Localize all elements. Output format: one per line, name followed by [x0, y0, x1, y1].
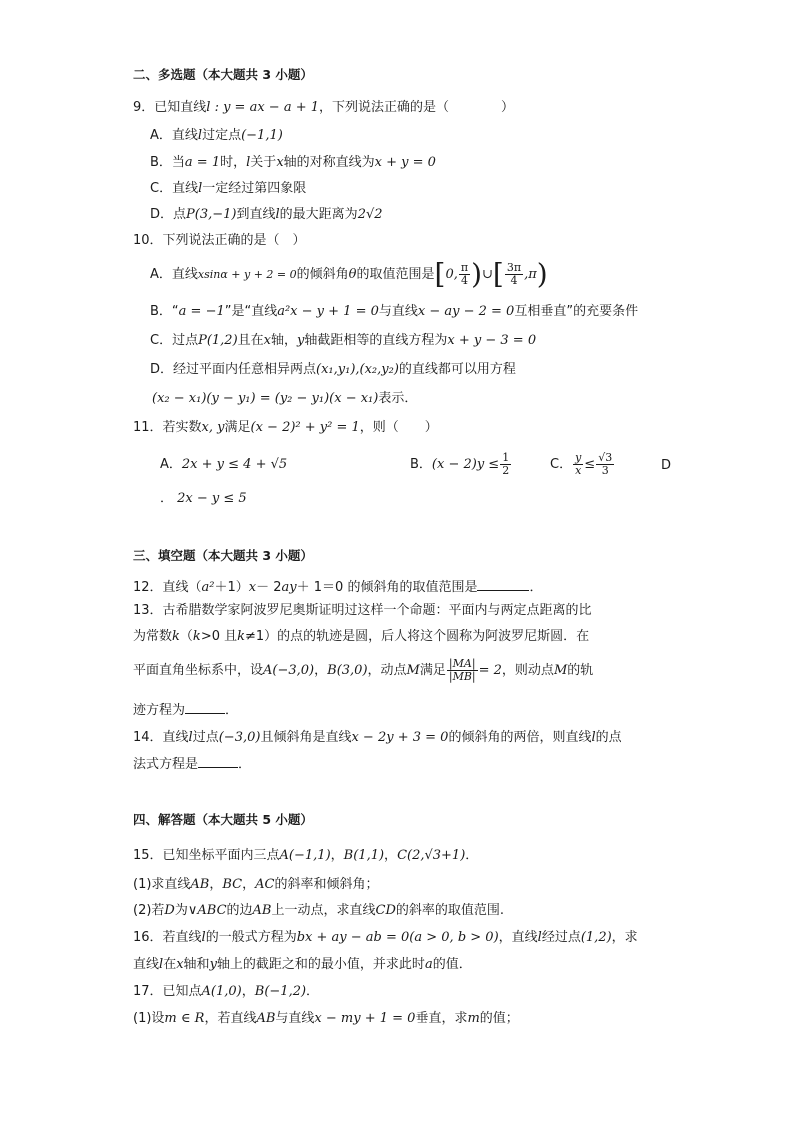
math: x: [248, 580, 257, 595]
math: 2√2: [357, 207, 383, 222]
question-13-line-4: [133, 703, 238, 719]
text: 满足: [224, 420, 251, 435]
fraction: [505, 262, 523, 287]
math: a = −1: [178, 304, 225, 319]
text: B．: [410, 457, 432, 472]
math: m ∈ R: [164, 1011, 205, 1026]
question-9-stem: [133, 100, 514, 116]
text: ．: [465, 848, 479, 863]
fraction: [447, 658, 478, 683]
math: ,π: [524, 267, 537, 282]
text: 轴上的截距之和的最小值，并求此时: [216, 957, 425, 972]
section-heading-solutions: 四、解答题（本大题共 5 小题）: [133, 812, 313, 827]
math: M: [553, 663, 568, 678]
question-15-stem: [133, 848, 478, 864]
text: 到直线: [236, 207, 276, 222]
text: ．: [529, 580, 543, 595]
math: (x − 2)² + y² = 1: [250, 420, 360, 435]
text: ．: [306, 984, 320, 999]
math: (−1,1): [241, 128, 283, 143]
text: B．当: [150, 155, 185, 170]
denominator: 4: [510, 274, 518, 287]
math: l: [201, 930, 206, 945]
text: 迹方程为: [133, 703, 186, 718]
math: y: [297, 333, 305, 348]
fraction: [500, 452, 511, 477]
text: 轴，: [271, 333, 298, 348]
text: A．直线: [150, 128, 198, 143]
text: 的轨: [567, 663, 594, 678]
text: ，: [242, 877, 256, 892]
text: 为: [174, 903, 188, 918]
math: m: [467, 1011, 480, 1026]
text: C．直线: [150, 181, 199, 196]
question-11-option-b: [410, 450, 512, 480]
math: (x₁,y₁),(x₂,y₂): [316, 362, 399, 377]
math: P(3,−1): [186, 207, 237, 222]
text: （: [179, 629, 193, 644]
math: l: [198, 181, 203, 196]
bracket: [: [434, 257, 446, 291]
text: 的倾斜角的两倍，则直线: [448, 730, 592, 745]
math: 0,: [445, 267, 458, 282]
text: 上一动点，求直线: [271, 903, 376, 918]
math: ay: [281, 580, 297, 595]
math: l: [591, 730, 596, 745]
math: x, y: [201, 420, 225, 435]
math: x: [263, 333, 272, 348]
math: AB: [190, 877, 210, 892]
denominator: x: [575, 464, 582, 477]
math: D: [164, 903, 175, 918]
text: ．: [225, 703, 239, 718]
math: l: [537, 930, 542, 945]
bracket: ): [471, 257, 483, 291]
math: x + y − 3 = 0: [447, 333, 537, 348]
question-9-option-d: [150, 207, 383, 223]
math: AC: [255, 877, 275, 892]
text: 互相垂直”的充要条件: [514, 304, 639, 319]
text: 12．直线（: [133, 580, 202, 595]
question-16-line-2: [133, 957, 472, 973]
math: B(1,1): [343, 848, 385, 863]
text: 经过点: [541, 930, 581, 945]
text: >0 且: [200, 629, 238, 644]
math: ∪: [482, 267, 493, 282]
bracket: ): [536, 257, 548, 291]
text: 的斜率和倾斜角；: [274, 877, 379, 892]
numerator: 3π: [506, 261, 522, 274]
text: ，直线: [498, 930, 538, 945]
text: ，求: [611, 930, 638, 945]
text: 16．若直线: [133, 930, 202, 945]
math: k: [192, 629, 201, 644]
text: － 2: [256, 580, 282, 595]
question-17-part-1: [133, 1011, 519, 1027]
text: ．: [160, 491, 174, 506]
text: (2)若: [133, 903, 165, 918]
numerator: y: [575, 451, 582, 464]
text: 直线: [133, 957, 160, 972]
text: 过点: [192, 730, 219, 745]
text: B．“: [150, 304, 179, 319]
answer-blank[interactable]: [198, 757, 238, 768]
text: ＋1）: [214, 580, 249, 595]
question-17-stem: [133, 984, 319, 1000]
answer-blank[interactable]: [477, 580, 529, 591]
math: ∨ABC: [187, 903, 227, 918]
text: ，: [314, 663, 328, 678]
denominator: 3: [601, 464, 609, 477]
math: l: [246, 155, 251, 170]
math: x + y = 0: [374, 155, 436, 170]
math: CD: [375, 903, 396, 918]
text: 轴和: [183, 957, 210, 972]
bracket: [: [492, 257, 504, 291]
math: 2x + y ≤ 4 + √5: [181, 457, 288, 472]
question-13-line-3: [133, 656, 593, 686]
math: A(−1,1): [279, 848, 331, 863]
text: A．直线: [150, 267, 198, 282]
question-10-option-b: [150, 304, 638, 320]
text: ，: [384, 848, 398, 863]
section-heading-multiple-choice: 二、多选题（本大题共 3 小题）: [133, 67, 313, 82]
text: A．: [160, 457, 182, 472]
text: 关于: [250, 155, 277, 170]
question-13-line-1: 13．古希腊数学家阿波罗尼奥斯证明过这样一个命题：平面内与两定点距离的比: [133, 603, 592, 618]
text: 轴截距相等的直线方程为: [304, 333, 448, 348]
math: (−3,0): [218, 730, 261, 745]
answer-blank[interactable]: [185, 703, 225, 714]
question-11-stem: [133, 420, 438, 436]
question-11-option-d: [160, 491, 247, 507]
denominator: |MB|: [448, 670, 476, 683]
text: 9．已知直线: [133, 100, 207, 115]
text: 的斜率的取值范围.: [395, 903, 505, 918]
math: bx + ay − ab = 0(a > 0, b > 0): [296, 930, 499, 945]
question-14-line-2: [133, 757, 251, 773]
text: 的值；: [479, 1011, 519, 1026]
text: ，下列说法正确的是（ ）: [319, 100, 515, 115]
text: C．过点: [150, 333, 199, 348]
math: (x − 2)y ≤: [431, 457, 500, 472]
question-10-option-c: [150, 333, 536, 349]
text: 时，: [220, 155, 247, 170]
text: (1)设: [133, 1011, 165, 1026]
math: l: [188, 730, 193, 745]
math: y: [209, 957, 217, 972]
math: x − ay − 2 = 0: [417, 304, 515, 319]
text: ，: [209, 877, 223, 892]
math: A(−3,0): [263, 663, 315, 678]
fraction: [596, 452, 614, 477]
math: x − 2y + 3 = 0: [351, 730, 449, 745]
math: AB: [252, 903, 272, 918]
question-16-line-1: [133, 930, 638, 946]
text: D．点: [150, 207, 187, 222]
math: k: [237, 629, 245, 644]
text: ，则动点: [501, 663, 554, 678]
math: x − my + 1 = 0: [314, 1011, 416, 1026]
text: 表示．: [378, 391, 418, 406]
text: 的点: [595, 730, 622, 745]
text: 与直线: [378, 304, 418, 319]
text: ＋ 1＝0 的倾斜角的取值范围是: [296, 580, 478, 595]
text: 垂直，求: [415, 1011, 468, 1026]
math: AB: [256, 1011, 276, 1026]
question-11-option-d-label: D: [661, 458, 672, 473]
math: x: [276, 155, 284, 170]
fraction: [573, 452, 583, 477]
text: ，则（ ）: [359, 420, 438, 435]
math: B(3,0): [327, 663, 368, 678]
text: ，: [241, 984, 255, 999]
text: (1)求直线: [133, 877, 191, 892]
question-12: [133, 580, 542, 596]
text: 的取值范围是: [356, 267, 435, 282]
text: 且在: [237, 333, 264, 348]
text: 14．直线: [133, 730, 189, 745]
text: 的值．: [432, 957, 472, 972]
section-heading-fill-in: 三、填空题（本大题共 3 小题）: [133, 548, 313, 563]
math: xsinα + y + 2 = 0: [197, 268, 297, 281]
text: ．: [238, 757, 252, 772]
math: θ: [348, 267, 357, 282]
math: A(1,0): [201, 984, 242, 999]
text: 15．已知坐标平面内三点: [133, 848, 280, 863]
math: BC: [222, 877, 243, 892]
text: ”是“直线: [224, 304, 278, 319]
question-11-option-a: [160, 450, 287, 480]
question-10-option-d-continued: [152, 391, 417, 407]
question-15-part-2: [133, 903, 504, 919]
math: M: [406, 663, 420, 678]
math: l: [197, 128, 203, 143]
math: C(2,√3+1): [397, 848, 466, 863]
text: 的最大距离为: [279, 207, 358, 222]
math: l: [159, 957, 164, 972]
text: ，若直线: [204, 1011, 257, 1026]
text: 且倾斜角是直线: [260, 730, 352, 745]
math: 2x − y ≤ 5: [177, 491, 247, 506]
text: 轴的对称直线为: [283, 155, 375, 170]
question-9-option-a: [150, 128, 283, 144]
math: = 2: [478, 663, 502, 678]
math: a = 1: [184, 155, 221, 170]
math: ≤: [584, 457, 596, 472]
math: a: [424, 957, 433, 972]
question-10-stem: 10．下列说法正确的是（ ）: [133, 233, 306, 248]
math: B(−1,2): [254, 984, 307, 999]
math: (1,2): [580, 930, 612, 945]
question-10-option-a: [150, 257, 548, 291]
question-13-line-2: [133, 629, 589, 645]
text: 的直线都可以用方程: [398, 362, 516, 377]
text: 满足: [419, 663, 446, 678]
text: 的一般式方程为: [205, 930, 297, 945]
question-9-option-c: [150, 181, 306, 197]
text: 过定点: [202, 128, 242, 143]
denominator: 4: [460, 274, 468, 287]
math: l : y = ax − a + 1: [206, 100, 320, 115]
text: 17．已知点: [133, 984, 202, 999]
math: (x₂ − x₁)(y − y₁) = (y₂ − y₁)(x − x₁): [152, 391, 379, 406]
math: l: [275, 207, 280, 222]
numerator: |MA|: [447, 658, 478, 671]
text: 的边: [226, 903, 253, 918]
numerator: π: [460, 261, 469, 274]
math: k: [172, 629, 180, 644]
math: a²: [201, 580, 215, 595]
text: C．: [550, 457, 573, 472]
question-9-option-b: [150, 155, 436, 171]
text: 一定经过第四象限: [202, 181, 307, 196]
text: 法式方程是: [133, 757, 199, 772]
question-11-option-c: [550, 450, 615, 480]
text: 平面直角坐标系中，设: [133, 663, 264, 678]
text: 与直线: [275, 1011, 315, 1026]
math: a²x − y + 1 = 0: [277, 304, 379, 319]
denominator: 2: [502, 464, 510, 477]
question-10-option-d: [150, 362, 516, 378]
text: ，: [330, 848, 344, 863]
text: 11．若实数: [133, 420, 202, 435]
numerator: 1: [502, 451, 510, 464]
question-15-part-1: [133, 877, 379, 893]
question-14-line-1: [133, 730, 622, 746]
fraction: [459, 262, 470, 287]
text: ，动点: [367, 663, 407, 678]
text: 为常数: [133, 629, 173, 644]
math: P(1,2): [198, 333, 238, 348]
text: 在: [163, 957, 177, 972]
math: x: [176, 957, 184, 972]
text: D．经过平面内任意相异两点: [150, 362, 317, 377]
text: 的倾斜角: [296, 267, 349, 282]
numerator: √3: [598, 451, 613, 464]
text: ≠1）的点的轨迹是圆，后人将这个圆称为阿波罗尼斯圆．在: [245, 629, 590, 644]
